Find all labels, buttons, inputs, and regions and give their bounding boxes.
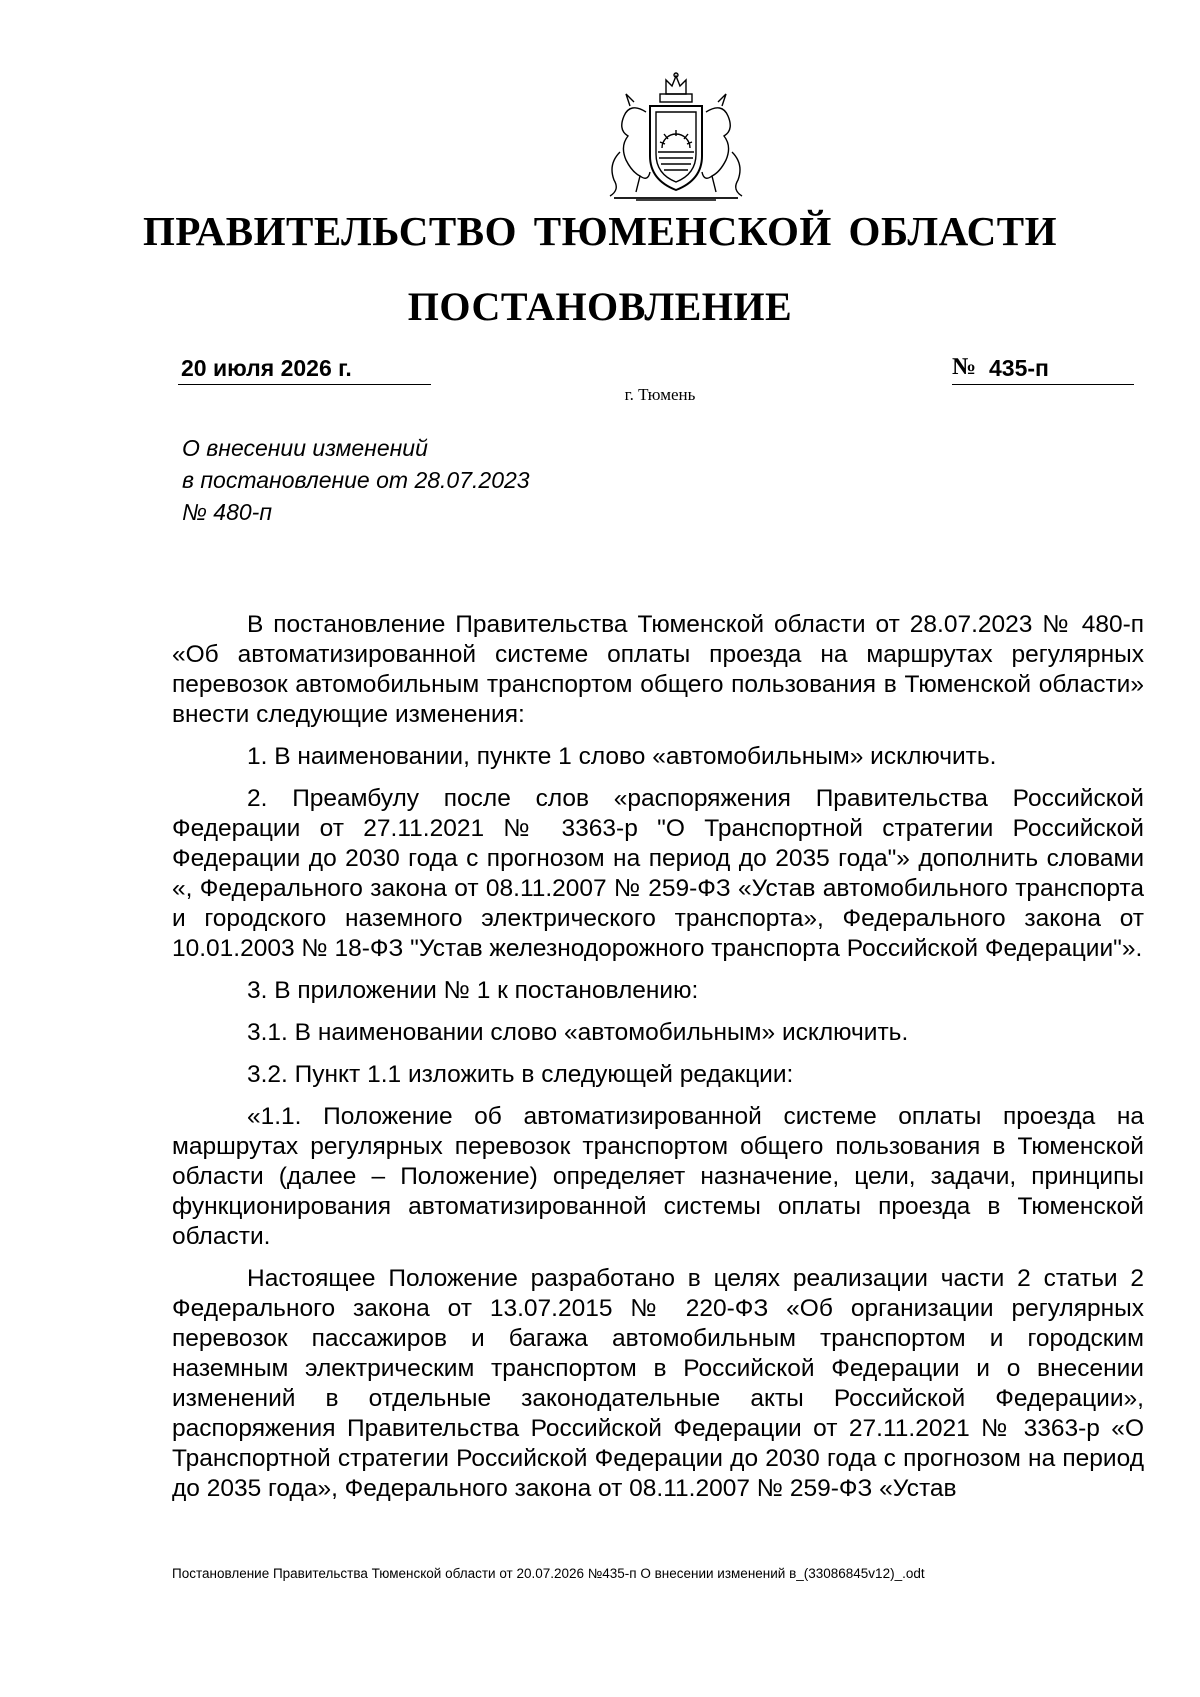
coat-of-arms-icon <box>596 72 756 206</box>
document-city: г. Тюмень <box>624 385 696 404</box>
body-paragraph: В постановление Правительства Тюменской области от 28.07.2023 № 480-п «Об автоматизированной системе оплаты проезда на маршрутах регулярных перевозок автомобильным транспортом общего пользования в Тюменской области» внести следующие изменения: <box>172 611 1144 728</box>
document-subject <box>182 432 530 528</box>
body-paragraph: 1. В наименовании, пункте 1 слово «автомобильным» исключить. <box>247 743 997 770</box>
document-body <box>172 610 1144 1516</box>
body-paragraph: 3.1. В наименовании слово «автомобильным» исключить. <box>247 1019 909 1046</box>
page-footer: Постановление Правительства Тюменской области от 20.07.2026 №435-п О внесении изменений в_(33086845v12)_.odt <box>172 1566 925 1581</box>
subject-line: О внесении изменений <box>182 435 428 461</box>
body-paragraph: «1.1. Положение об автоматизированной системе оплаты проезда на маршрутах регулярных перевозок транспортом общего пользования в Тюменской области (далее – Положение) определяет назначение, цели, задачи, принципы функционирования автоматизированной системы оплаты проезда в Тюменской области. <box>172 1103 1144 1250</box>
number-sign: № <box>952 354 977 380</box>
body-paragraph: 2. Преамбулу после слов «распоряжения Правительства Российской Федерации от 27.11.2021 № 3363-р "О Транспортной стратегии Российской Федерации до 2030 года с прогнозом на период до 2035 года"» дополнить словами «, Федерального закона от 08.11.2007 № 259-ФЗ «Устав автомобильного транспорта и городского наземного электрического транспорта», Федерального закона от 10.01.2003 № 18-ФЗ "Устав железнодорожного транспорта Российской Федерации"». <box>172 785 1144 962</box>
document-date: 20 июля 2026 г. <box>181 355 352 381</box>
document-number: 435-п <box>989 355 1049 381</box>
subject-line: в постановление от 28.07.2023 <box>182 467 530 493</box>
body-paragraph: Настоящее Положение разработано в целях реализации части 2 статьи 2 Федерального закона от 13.07.2015 № 220-ФЗ «Об организации регулярных перевозок пассажиров и багажа автомобильным транспортом и городским наземным электрическим транспортом в Российской Федерации и о внесении изменений в отдельные законодательные акты Российской Федерации», распоряжения Правительства Российской Федерации от 27.11.2021 № 3363-р «О Транспортной стратегии Российской Федерации до 2030 года с прогнозом на период до 2035 года», Федерального закона от 08.11.2007 № 259-ФЗ «Устав <box>172 1265 1144 1502</box>
subject-line: № 480-п <box>182 499 272 525</box>
body-paragraph: 3. В приложении № 1 к постановлению: <box>247 977 699 1004</box>
document-type-title: ПОСТАНОВЛЕНИЕ <box>407 284 793 329</box>
organization-title: ПРАВИТЕЛЬСТВО ТЮМЕНСКОЙ ОБЛАСТИ <box>142 208 1057 254</box>
body-paragraph: 3.2. Пункт 1.1 изложить в следующей редакции: <box>247 1061 794 1088</box>
